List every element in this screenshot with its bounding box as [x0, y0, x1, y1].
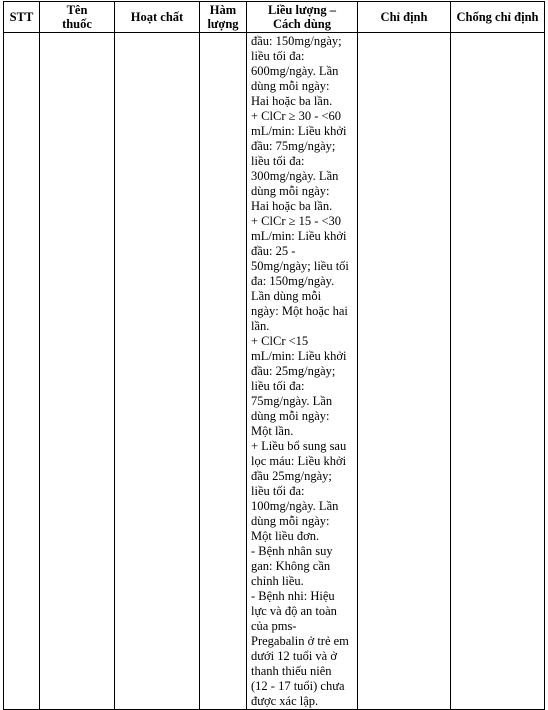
dosage-line: lọc máu: Liều khởi: [251, 454, 347, 468]
dosage-line: 100mg/ngày. Lần: [251, 499, 339, 513]
header-lieu-luong: Liều lượng – Cách dùng: [247, 2, 358, 33]
dosage-line: đầu: 75mg/ngày;: [251, 139, 336, 153]
cell-lieu-luong: [247, 33, 358, 710]
dosage-line: liều tối đa:: [251, 379, 305, 393]
header-stt: STT: [4, 2, 40, 33]
cell-stt: [4, 33, 40, 710]
dosage-line: liều tối đa:: [251, 484, 305, 498]
dosage-line: + ClCr ≥ 15 - <30: [251, 214, 342, 228]
header-hoat-chat: Hoạt chất: [115, 2, 200, 33]
cell-ham-luong: [200, 33, 247, 710]
dosage-line: đầu: 25mg/ngày;: [251, 364, 336, 378]
dosage-line: đầu: 25 -: [251, 244, 296, 258]
header-ten-thuoc: Tên thuốc: [40, 2, 115, 33]
cell-hoat-chat: [115, 33, 200, 710]
dosage-line: - Bệnh nhi: Hiệu: [251, 589, 335, 603]
dosage-line: dùng mỗi ngày:: [251, 184, 330, 198]
dosage-line: + Liều bổ sung sau: [251, 439, 347, 453]
dosage-line: thanh thiếu niên: [251, 664, 332, 678]
dosage-line: của pms-: [251, 619, 297, 633]
dosage-line: Một liều đơn.: [251, 529, 320, 543]
dosage-text: [247, 33, 357, 709]
dosage-line: dùng mỗi ngày:: [251, 409, 330, 423]
dosage-line: - Bệnh nhân suy: [251, 544, 333, 558]
dosage-line: mL/min: Liều khởi: [251, 229, 347, 243]
dosage-line: + ClCr ≥ 30 - <60: [251, 109, 342, 123]
dosage-line: đầu: 150mg/ngày;: [251, 34, 342, 48]
dosage-line: chỉnh liều.: [251, 574, 304, 588]
dosage-line: đa: 150mg/ngày.: [251, 274, 335, 288]
dosage-line: mL/min: Liều khởi: [251, 349, 347, 363]
dosage-line: liều tối đa:: [251, 154, 305, 168]
dosage-line: lần.: [251, 319, 270, 333]
table-row: [4, 33, 545, 710]
dosage-line: dưới 12 tuổi và ở: [251, 649, 337, 663]
dosage-line: ngày: Một hoặc hai: [251, 304, 348, 318]
cell-ten-thuoc: [40, 33, 115, 710]
dosage-line: Một lần.: [251, 424, 294, 438]
cell-chi-dinh: [358, 33, 451, 710]
drug-info-table: [3, 1, 545, 710]
dosage-line: Pregabalin ở trẻ em: [251, 634, 349, 648]
header-row: [4, 2, 545, 33]
dosage-line: 600mg/ngày. Lần: [251, 64, 339, 78]
dosage-line: được xác lập.: [251, 694, 319, 708]
cell-chong-chi-dinh: [451, 33, 545, 710]
header-ham-luong: Hàm lượng: [200, 2, 247, 33]
dosage-line: 50mg/ngày; liều tối: [251, 259, 349, 273]
dosage-line: Hai hoặc ba lần.: [251, 199, 333, 213]
dosage-line: Lần dùng mỗi: [251, 289, 322, 303]
dosage-line: mL/min: Liều khởi: [251, 124, 347, 138]
dosage-line: 75mg/ngày. Lần: [251, 394, 333, 408]
dosage-line: dùng mỗi ngày:: [251, 79, 330, 93]
dosage-line: gan: Không cần: [251, 559, 331, 573]
dosage-line: 300mg/ngày. Lần: [251, 169, 339, 183]
dosage-line: + ClCr <15: [251, 334, 309, 348]
header-chi-dinh: Chỉ định: [358, 2, 451, 33]
dosage-line: dùng mỗi ngày:: [251, 514, 330, 528]
dosage-line: liều tối đa:: [251, 49, 305, 63]
dosage-line: lực và độ an toàn: [251, 604, 337, 618]
dosage-line: (12 - 17 tuổi) chưa: [251, 679, 345, 693]
header-chong-chi-dinh: Chống chỉ định: [451, 2, 545, 33]
dosage-line: đầu 25mg/ngày;: [251, 469, 332, 483]
dosage-line: Hai hoặc ba lần.: [251, 94, 333, 108]
